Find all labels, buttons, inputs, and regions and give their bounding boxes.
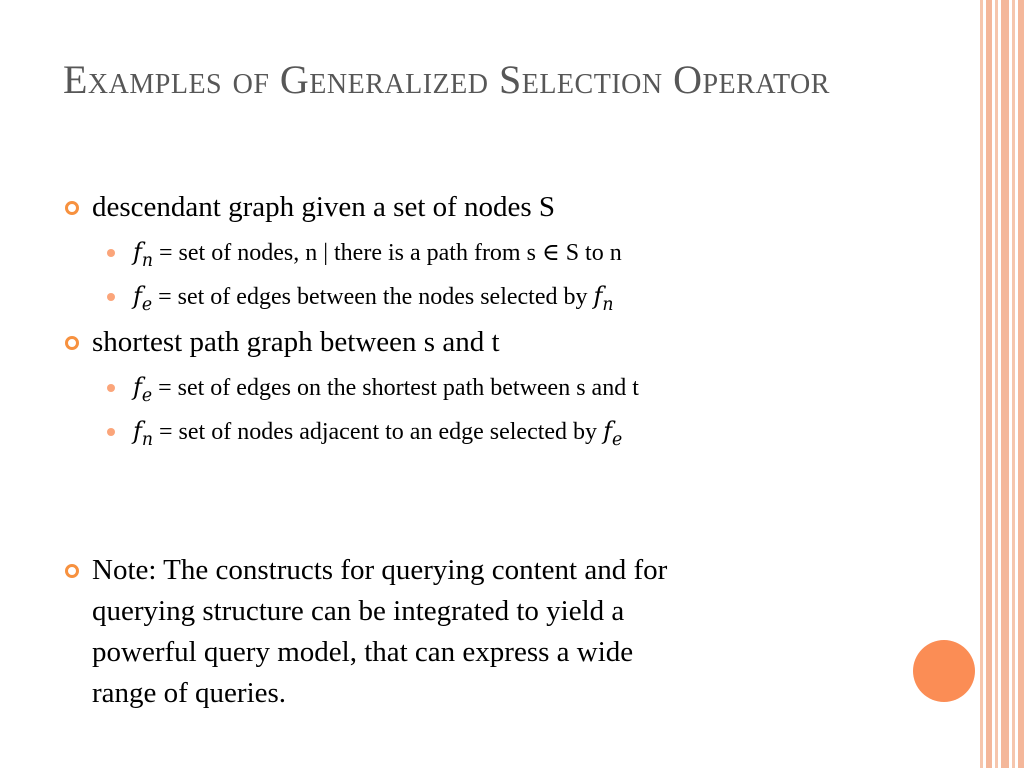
math-symbol: $f_e$ xyxy=(133,282,153,316)
sub-bullet-text: = set of edges between the nodes selected by xyxy=(152,284,594,310)
decorative-stripe xyxy=(986,0,992,768)
sub-bullet-dot-icon xyxy=(107,428,115,436)
math-symbol: $f_e$ xyxy=(603,417,623,451)
sub-bullet-text: = set of edges on the shortest path between s and t xyxy=(152,375,639,401)
sub-bullet-item xyxy=(133,416,893,455)
sub-bullet-text: = set of nodes adjacent to an edge selected by xyxy=(153,419,604,445)
note-line: Note: The constructs for querying content and for xyxy=(92,554,668,586)
sub-bullet-text: = set of nodes, n | there is a path from s ∈ S to n xyxy=(153,240,622,266)
decorative-stripe xyxy=(1018,0,1024,768)
sub-bullet-dot-icon xyxy=(107,293,115,301)
slide-title: Examples of Generalized Selection Operator xyxy=(63,57,830,102)
bullet-ring-icon xyxy=(65,336,79,350)
bullet-item: descendant graph given a set of nodes S xyxy=(92,191,556,223)
sub-bullet-dot-icon xyxy=(107,249,115,257)
note-line: range of queries. xyxy=(92,677,287,709)
decorative-stripe xyxy=(995,0,998,768)
decorative-stripe xyxy=(1001,0,1009,768)
decorative-stripe xyxy=(980,0,983,768)
note-line: querying structure can be integrated to yield a xyxy=(92,595,625,627)
math-symbol: $f_n$ xyxy=(133,238,154,272)
sub-bullet-item xyxy=(133,237,893,276)
bullet-ring-icon xyxy=(65,564,79,578)
math-symbol: $f_n$ xyxy=(133,417,154,451)
bullet-ring-icon xyxy=(65,201,79,215)
note-line: powerful query model, that can express a wide xyxy=(92,636,634,668)
math-symbol: $f_n$ xyxy=(593,282,614,316)
sub-bullet-item xyxy=(133,372,893,411)
math-symbol: $f_e$ xyxy=(133,373,153,407)
sub-bullet-item xyxy=(133,281,893,320)
decorative-stripe xyxy=(1012,0,1015,768)
bullet-item: shortest path graph between s and t xyxy=(92,326,500,358)
sub-bullet-dot-icon xyxy=(107,384,115,392)
accent-circle xyxy=(913,640,975,702)
